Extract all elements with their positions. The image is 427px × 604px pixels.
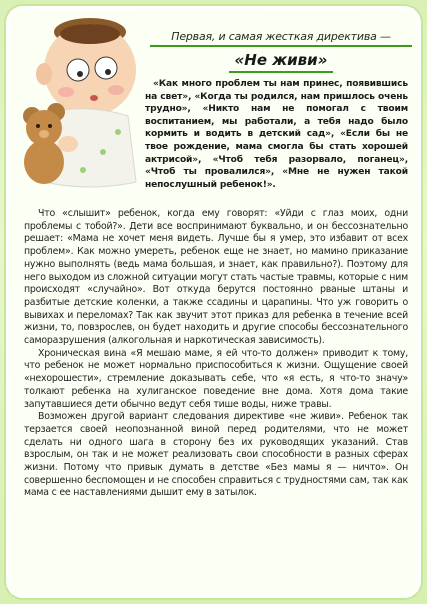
- subtitle: Первая, и самая жесткая директива —: [150, 30, 412, 47]
- page-title: «Не живи»: [229, 51, 334, 73]
- quote-block: «Как много проблем ты нам принес, появившись на свет», «Когда ты родился, нам пришлось очень трудно», «Никто нам не помогал с твоим воспитанием, мы работали, а тебя надо было кормить и водить в детский сад», «Если бы не твое рождение, мама смогла бы стать хорошей актрисой», «Чтоб тебя разорвало, поганец», «Чтоб ты провалился», «Мне не нужен такой непослушный ребенок!».: [145, 79, 408, 190]
- paragraph: Возможен другой вариант следования директиве «не живи». Ребенок так терзается своей неопознанной виной перед родителями, что не может сделать ни одного шага в сторону без их руководящих указаний. Став взрослым, он так и не может реализовать свои способности в разных сферах жизни. Потому что привык думать в детстве «Без мамы я — ничто». Он совершенно беспомощен и не способен справиться с трудностями сам, так как мама с ее наставлениями дышит ему в затылок.: [24, 411, 408, 499]
- header: [150, 30, 412, 73]
- baby-doll-illustration: [8, 12, 158, 192]
- paragraph: Что «слышит» ребенок, когда ему говорят: «Уйди с глаз моих, одни проблемы с тобой?». Дети все воспринимают буквально, и он бессознательно решает: «Мама не хочет меня видеть. Лучше бы я умер, это избавит от всех проблем». Как можно умереть, ребенок еще не знает, но мамино приказание нужно выполнять (ведь мама большая, и знает, как правильно?). Поэтому для него выходом из сложной ситуации могут стать частые травмы, которые с ним происходят «случайно». Вот откуда берутся постоянно рваные штаны и разбитые детские коленки, а также ссадины и царапины. Что уж говорить о вывихах и переломах? Так как звучит этот приказ для ребенка в течение всей жизни, то, повзрослев, он будет находить и другие способы бессознательного саморазрушения (алкогольная и наркотическая зависимость).: [24, 208, 408, 347]
- body-text: [24, 208, 408, 500]
- paragraph: Хроническая вина «Я мешаю маме, я ей что-то должен» приводит к тому, что ребенок не может нормально приспособиться к жизни. Ощущение своей «нехорошести», стремление доказывать себе, что «я есть, я что-то значу» толкают ребенка на хулиганское поведение вне дома. Хотя дома такие запутавшиеся дети обычно ведут себя тише воды, ниже травы.: [24, 347, 408, 410]
